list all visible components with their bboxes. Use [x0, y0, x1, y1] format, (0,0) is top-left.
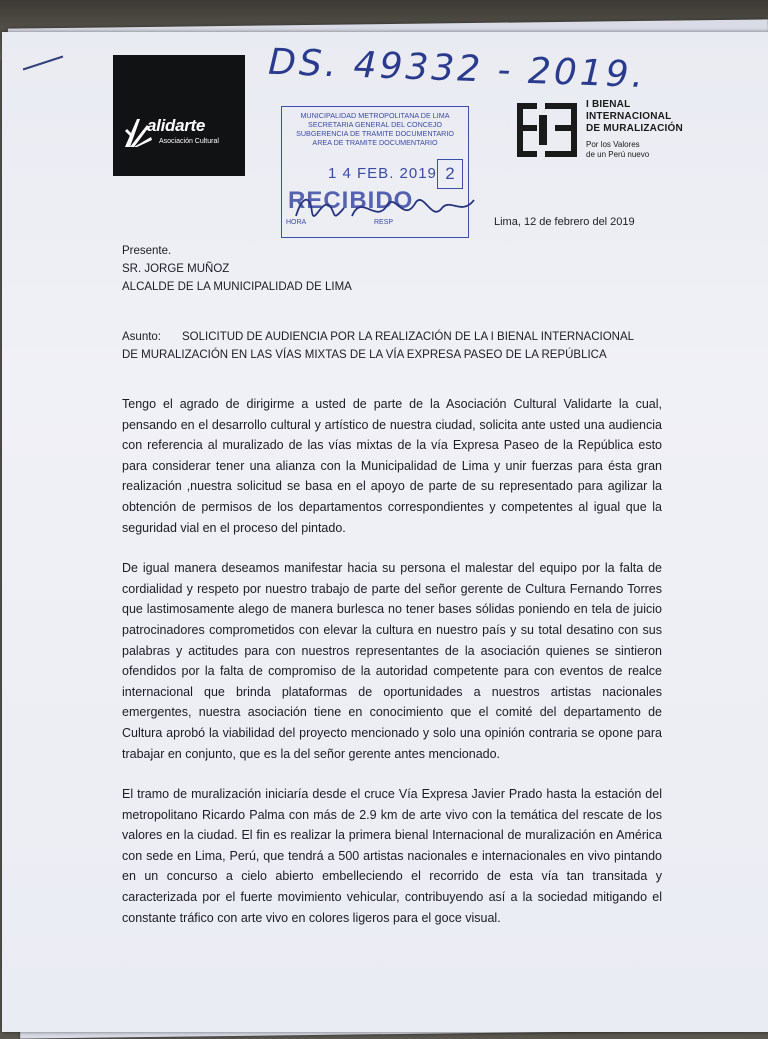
- letter-date: Lima, 12 de febrero del 2019: [494, 216, 635, 228]
- bienal-line: INTERNACIONAL: [586, 111, 672, 122]
- bienal-tag-line: Por los Valores: [586, 140, 640, 149]
- paragraph: El tramo de muralización iniciaría desde el cruce Vía Expresa Javier Prado hasta la estación del metropolitano Ricardo Palma con más de 2.9 km de arte vivo con la temática del rescate de los valores en la ciudad. El fin es realizar la primera bienal Internacional de muralización en América con sede en Lima, Perú, que tendrá a 500 artistas nacionales e internacionales en vivo pintando en un concurso a cielo abierto embelleciendo el recorrido de esta vía tan transitada y caracterizada por el fuerte movimiento vehicular, contribuyendo así a la sociedad mitigando el constante tráfico con arte vivo en colores ligeros para el goce visual.: [122, 787, 662, 925]
- logo-subtitle: Asociación Cultural: [159, 138, 219, 145]
- letter-body: [122, 242, 662, 941]
- handwritten-reference: DS. 49332 - 2019.: [267, 41, 647, 96]
- paragraph: De igual manera deseamos manifestar hacia su persona el malestar del equipo por la falta de cordialidad y respeto por nuestro trabajo de parte del señor gerente de Cultura Fernando Torres que lastimosamente alego de manera burlesca no tener bases sólidas poniendo en tela de juicio patrocinadores comprometidos con elevar la cultura en nuestro país y su total desatino con sus palabras y actitudes para con nuestros representantes de la asociación quienes se sintieron ofendidos por la falta de compromiso de la autoridad competente para con eventos de realce internacional que brinda plataformas de oportunidades a nuestros artistas nacionales emergentes, nuestra asociación tiene en conocimiento que el comité del departamento de Cultura aprobó la viabilidad del proyecto mencionado y solo una opinión contraria se opone para trabajar en conjunto, que es la del señor gerente antes mencionado.: [122, 561, 662, 761]
- subject-line-2: DE MURALIZACIÓN EN LAS VÍAS MIXTAS DE LA VÍA EXPRESA PASEO DE LA REPÚBLICA: [122, 349, 607, 361]
- stamp-date: 1 4 FEB. 2019: [328, 165, 437, 182]
- bienal-line: DE MURALIZACIÓN: [586, 123, 683, 134]
- bienal-logo-icon: [515, 101, 579, 159]
- subject-block: [122, 328, 662, 364]
- bienal-line: I BIENAL: [586, 99, 631, 110]
- recipient-block: [122, 242, 662, 296]
- stamp-status: RECIBIDO: [288, 187, 414, 214]
- stamp-hora-label: HORA: [286, 219, 307, 226]
- bienal-title: [586, 99, 683, 135]
- recipient-name: SR. JORGE MUÑOZ: [122, 263, 230, 275]
- signature: [292, 186, 482, 236]
- stamp-resp-label: RESP: [374, 219, 394, 226]
- stamp-line: SECRETARIA GENERAL DEL CONCEJO: [308, 120, 442, 129]
- stamp-number: 2: [437, 159, 463, 189]
- logo-name: alidarte: [147, 116, 206, 135]
- bienal-tag-line: de un Perú nuevo: [586, 149, 650, 159]
- bienal-tagline: [586, 140, 649, 159]
- stamp-line: AREA DE TRAMITE DOCUMENTARIO: [312, 138, 438, 147]
- stamp-line: SUBGERENCIA DE TRAMITE DOCUMENTARIO: [296, 129, 454, 138]
- recipient-title: ALCALDE DE LA MUNICIPALIDAD DE LIMA: [122, 281, 352, 293]
- greeting: Presente.: [122, 245, 172, 257]
- paragraph: Tengo el agrado de dirigirme a usted de parte de la Asociación Cultural Validarte la cual, pensando en el desarrollo cultural y artístico de nuestra ciudad, solicita ante usted una audiencia con referencia al muralizado de las vías mixtas de la vía Expresa Paseo de la República esto para considerar tener una alianza con la Municipalidad de Lima y unir fuerzas para ésta gran realización ,nuestra solicitud se basa en el apoyo de parte de su representado para agilizar la obtención de permisos de los departamentos correspondientes y competentes al igual que la seguridad vial en el proceso del pintado.: [122, 397, 662, 535]
- stamp-line: MUNICIPALIDAD METROPOLITANA DE LIMA: [300, 111, 450, 120]
- subject-label: Asunto:: [122, 331, 161, 343]
- subject-line-1: SOLICITUD DE AUDIENCIA POR LA REALIZACIÓN DE LA I BIENAL INTERNACIONAL: [182, 331, 635, 343]
- validarte-logo: [113, 55, 245, 176]
